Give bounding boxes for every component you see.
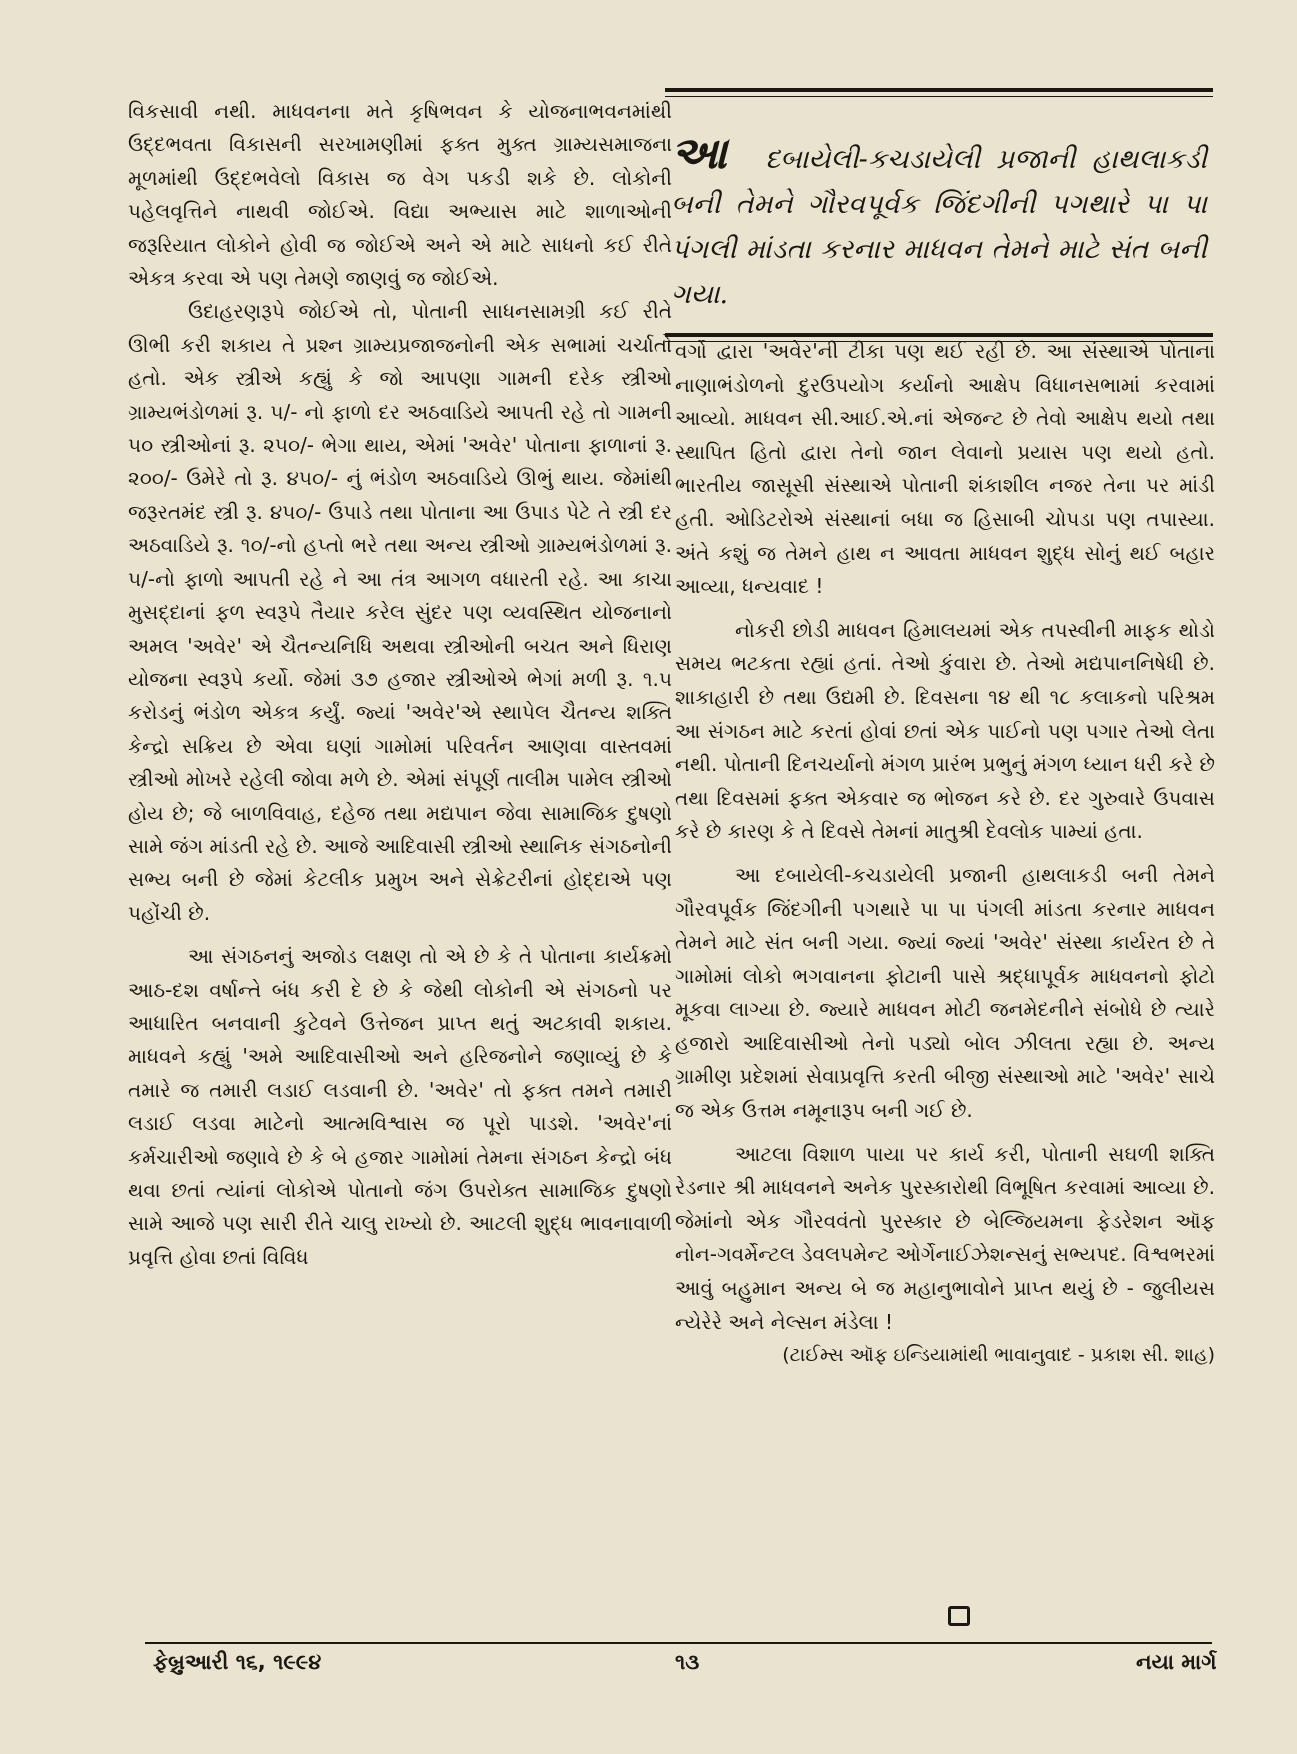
pull-quote-rest: દબાયેલી-કચડાયેલી પ્રજાની હાથલાકડી બની તેમને ગૌરવપૂર્વક જિંદગીની પગથારે પા પા પંગલી માંડતા કરનાર માધવન તેમને માટે સંત બની ગયા.	[671, 144, 1207, 310]
pull-quote-first-word: આ	[671, 128, 727, 179]
end-mark-icon	[948, 1606, 970, 1626]
right-paragraph-3: આ દબાયેલી-કચડાયેલી પ્રજાની હાથલાકડી બની તેમને ગૌરવપૂર્વક જિંદગીની પગથારે પા પા પંગલી માંડતા કરનાર માધવન તેમને માટે સંત બની ગયા. જ્યાં જ્યાં 'અવેર' સંસ્થા કાર્યરત છે તે ગામોમાં લોકો ભગવાનના ફોટાની પાસે શ્રદ્ધાપૂર્વક માધવનનો ફોટો મૂકવા લાગ્યા છે. જ્યારે માધવન મોટી જનમેદનીને સંબોધે છે ત્યારે હજારો આદિવાસીઓ તેનો પડ્યો બોલ ઝીલતા રહ્યા છે. અન્ય ગ્રામીણ પ્રદેશમાં સેવાપ્રવૃત્તિ કરતી બીજી સંસ્થાઓ માટે 'અવેર' સાચે જ એક ઉત્તમ નમૂનારૂપ બની ગઈ છે.	[675, 862, 1215, 1123]
right-paragraph-1: વર્ગો દ્વારા 'અવેર'ની ટીકા પણ થઈ રહી છે. આ સંસ્થાએ પોતાના નાણાભંડોળનો દુરઉપયોગ કર્યાનો આક્ષેપ વિધાનસભામાં કરવામાં આવ્યો. માધવન સી.આઈ.એ.નાં એજન્ટ છે તેવો આક્ષેપ થયો તથા સ્થાપિત હિતો દ્વારા તેનો જાન લેવાનો પ્રયાસ પણ થયો હતો. ભારતીય જાસૂસી સંસ્થાએ પોતાની શંકાશીલ નજર તેના પર માંડી હતી. ઓડિટરોએ સંસ્થાનાં બધા જ હિસાબી ચોપડા પણ તપાસ્યા. અંતે કશું જ તેમને હાથ ન આવતા માધવન શુદ્ધ સોનું થઈ બહાર આવ્યા, ધન્યવાદ !	[675, 339, 1215, 599]
pull-quote-text	[665, 97, 1213, 333]
right-paragraph-2: નોકરી છોડી માધવન હિમાલયમાં એક તપસ્વીની માફક થોડો સમય ભટકતા રહ્યાં હતાં. તેઓ કુંવારા છે. તેઓ મદ્યપાનનિષેધી છે. શાકાહારી છે તથા ઉદ્યમી છે. દિવસના ૧૪ થી ૧૮ કલાકનો પરિશ્રમ આ સંગઠન માટે કરતાં હોવાં છતાં એક પાઈનો પણ પગાર તેઓ લેતા નથી. પોતાની દિનચર્યાનો મંગળ પ્રારંભ પ્રભુનું મંગળ ધ્યાન ધરી કરે છે તથા દિવસમાં ફક્ત એકવાર જ ભોજન કરે છે. દર ગુરુવારે ઉપવાસ કરે છે કારણ કે તે દિવસે તેમનાં માતુશ્રી દેવલોક પામ્યાં હતા.	[675, 617, 1215, 844]
left-column	[128, 95, 672, 1274]
right-column	[675, 335, 1215, 1373]
page-number: ૧૩	[675, 1650, 700, 1674]
right-paragraph-4: આટલા વિશાળ પાયા પર કાર્ય કરી, પોતાની સઘળી શક્તિ રેડનાર શ્રી માધવનને અનેક પુરસ્કારોથી વિભૂષિત કરવામાં આવ્યા છે. જેમાંનો એક ગૌરવવંતો પુરસ્કાર છે બેલ્જિયમના ફેડરેશન ઑફ નોન-ગવર્મેન્ટલ ડેવલપમેન્ટ ઓર્ગેનાઈઝેશન્સનું સભ્યપદ. વિશ્વભરમાં આવું બહુમાન અન્ય બે જ મહાનુભાવોને પ્રાપ્ત થયું છે - જુલીયસ ન્યેરેરે અને નેલ્સન મંડેલા !	[675, 1141, 1215, 1334]
footer-rule	[145, 1642, 1212, 1644]
left-paragraph-2: ઉદાહરણરૂપે જોઈએ તો, પોતાની સાધનસામગ્રી કઈ રીતે ઊભી કરી શકાય તે પ્રશ્ન ગ્રામ્યપ્રજાજનોની એક સભામાં ચર્ચાતો હતો. એક સ્ત્રીએ કહ્યું કે જો આપણા ગામની દરેક સ્ત્રીઓ ગ્રામ્યભંડોળમાં રૂ. ૫/- નો ફાળો દર અઠવાડિયે આપતી રહે તો ગામની ૫૦ સ્ત્રીઓનાં રૂ. ૨૫૦/- ભેગા થાય, એમાં 'અવેર' પોતાના ફાળાનાં રૂ. ૨૦૦/- ઉમેરે તો રૂ. ૪૫૦/- નું ભંડોળ અઠવાડિયે ઊભું થાય. જેમાંથી જરૂરતમંદ સ્ત્રી રૂ. ૪૫૦/- ઉપાડે તથા પોતાના આ ઉપાડ પેટે તે સ્ત્રી દર અઠવાડિયે રૂ. ૧૦/-નો હપ્તો ભરે તથા અન્ય સ્ત્રીઓ ગ્રામ્યભંડોળમાં રૂ. ૫/-નો ફાળો આપતી રહે ને આ તંત્ર આગળ વધારતી રહે. આ કાચા મુસદ્દાનાં ફળ સ્વરૂપે તૈયાર કરેલ સુંદર પણ વ્યવસ્થિત યોજનાનો અમલ 'અવેર' એ ચૈતન્યનિધિ અથવા સ્ત્રીઓની બચત અને ધિરાણ યોજના સ્વરૂપે કર્યો. જેમાં ૩૭ હજાર સ્ત્રીઓએ ભેગાં મળી રૂ. ૧.૫ કરોડનું ભંડોળ એકત્ર કર્યું. જ્યાં 'અવેર'એ સ્થાપેલ ચૈતન્ય શક્તિ કેન્દ્રો સક્રિય છે એવા ઘણાં ગામોમાં પરિવર્તન આણવા વાસ્તવમાં સ્ત્રીઓ મોખરે રહેલી જોવા મળે છે. એમાં સંપૂર્ણ તાલીમ પામેલ સ્ત્રીઓ હોય છે; જે બાળવિવાહ, દહેજ તથા મદ્યપાન જેવા સામાજિક દુષણો સામે જંગ માંડતી રહે છે. આજે આદિવાસી સ્ત્રીઓ સ્થાનિક સંગઠનોની સભ્ય બની છે જેમાં કેટલીક પ્રમુખ અને સેક્રેટરીનાં હોદ્દાએ પણ પહોંચી છે.	[128, 299, 672, 925]
pull-quote-top-rule-thick	[665, 88, 1213, 92]
publication-name: નયા માર્ગ	[1136, 1650, 1217, 1674]
left-paragraph-1: વિકસાવી નથી. માધવનના મતે કૃષિભવન કે યોજનાભવનમાંથી ઉદ્દભવતા વિકાસની સરખામણીમાં ફક્ત મુક્ત ગ્રામ્યસમાજના મૂળમાંથી ઉદ્દભવેલો વિકાસ જ વેગ પકડી શકે છે. લોકોની પહેલવૃત્તિને નાથવી જોઈએ. વિદ્યા અભ્યાસ માટે શાળાઓની જરૂરિયાત લોકોને હોવી જ જોઈએ અને એ માટે સાધનો કઈ રીતે એકત્ર કરવા એ પણ તેમણે જાણવું જ જોઈએ.	[128, 99, 673, 291]
left-paragraph-3: આ સંગઠનનું અજોડ લક્ષણ તો એ છે કે તે પોતાના કાર્યક્રમો આઠ-દશ વર્ષાન્તે બંધ કરી દે છે કે જેથી લોકોની એ સંગઠનો પર આધારિત બનવાની કુટેવને ઉત્તેજન પ્રાપ્ત થતું અટકાવી શકાય. માધવને કહ્યું 'અમે આદિવાસીઓ અને હરિજનોને જણાવ્યું છે કે તમારે જ તમારી લડાઈ લડવાની છે. 'અવેર' તો ફક્ત તમને તમારી લડાઈ લડવા માટેનો આત્મવિશ્વાસ જ પૂરો પાડશે. 'અવેર'નાં કર્મચારીઓ જણાવે છે કે બે હજાર ગામોમાં તેમના સંગઠન કેન્દ્રો બંધ થવા છતાં ત્યાંનાં લોકોએ પોતાનો જંગ ઉપરોક્ત સામાજિક દુષણો સામે આજે પણ સારી રીતે ચાલુ રાખ્યો છે. આટલી શુદ્ધ ભાવનાવાળી પ્રવૃત્તિ હોવા છતાં વિવિધ	[128, 944, 672, 1269]
footer-date: ફેબ્રુઆરી ૧૬, ૧૯૯૪	[153, 1650, 322, 1674]
pull-quote	[665, 88, 1213, 342]
translation-credit: (ટાઈમ્સ ઑફ ઇન્ડિયામાંથી ભાવાનુવાદ - પ્રકાશ સી. શાહ)	[782, 1344, 1215, 1367]
